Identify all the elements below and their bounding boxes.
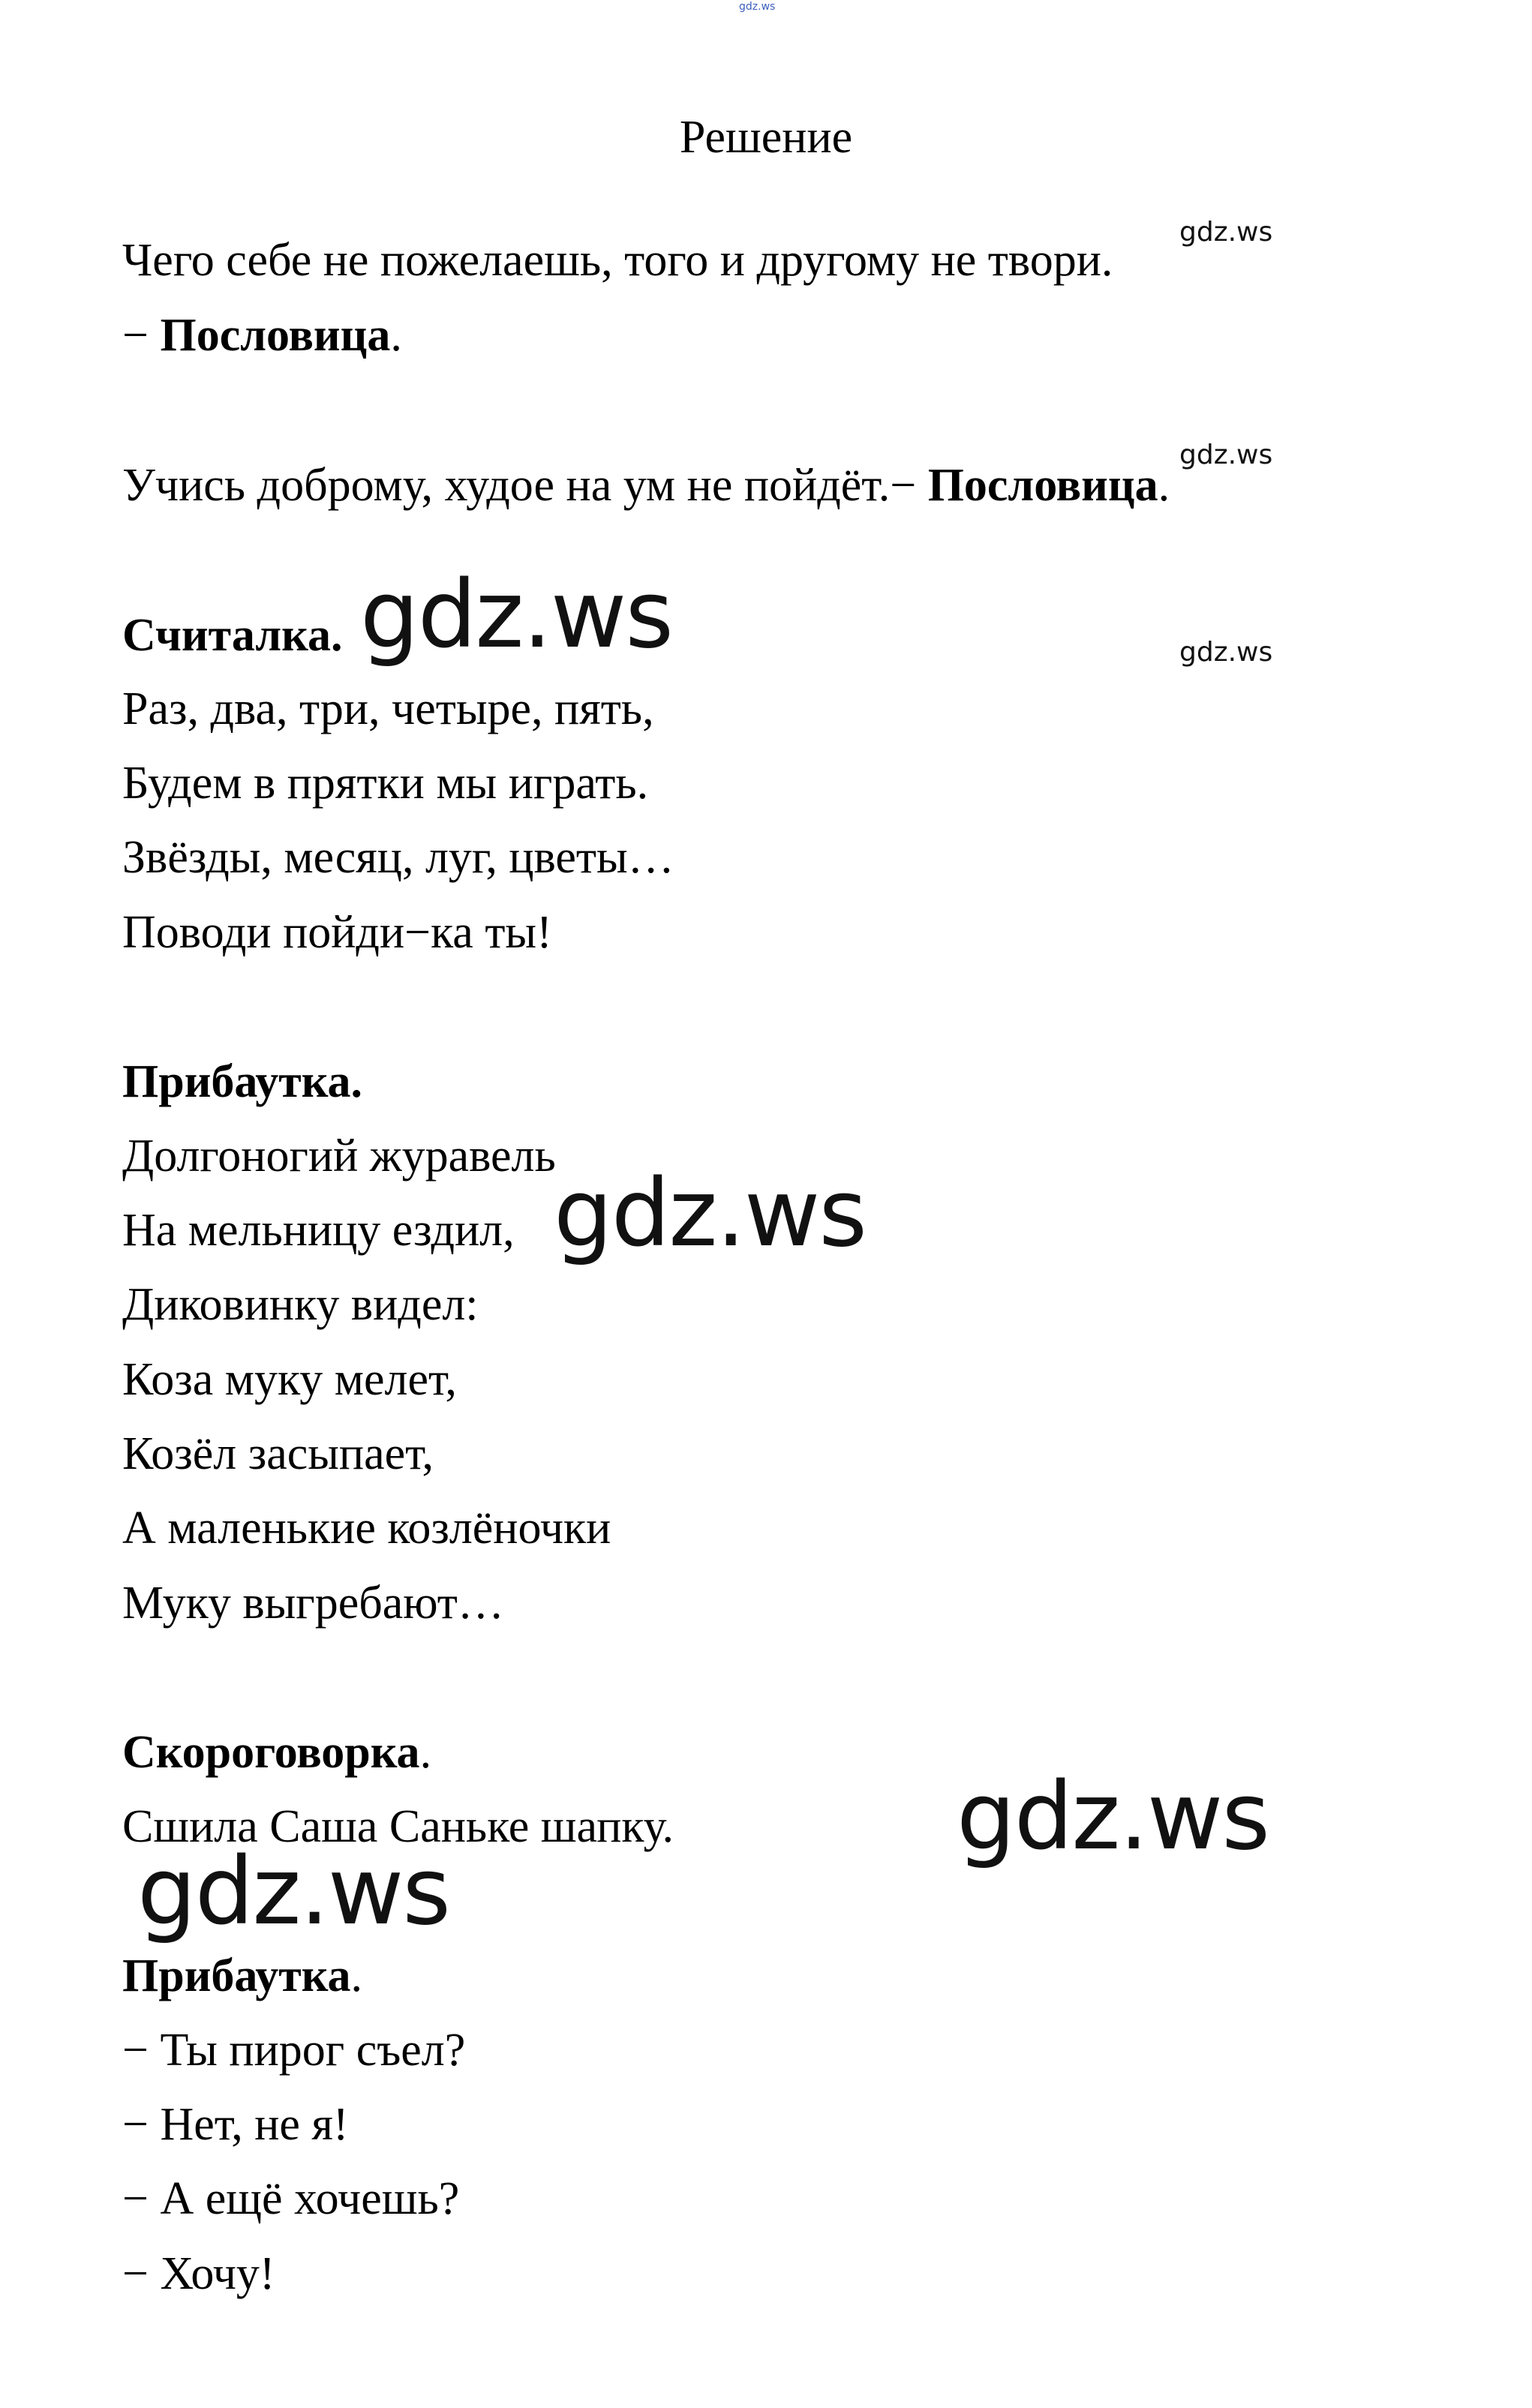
watermark-big-2: gdz.ws <box>554 1160 866 1268</box>
proverb-2-end: . <box>1158 460 1170 511</box>
joke-2-line-4: − Хочу! <box>122 2248 275 2299</box>
watermark-top: gdz.ws <box>739 1 776 13</box>
proverb-2-dash: − <box>890 460 928 511</box>
joke-1-line-5: Козёл засыпает, <box>122 1428 434 1479</box>
proverb-2 <box>122 462 1170 509</box>
watermark-big-4: gdz.ws <box>137 1838 449 1946</box>
proverb-1-attribution <box>122 312 402 359</box>
proverb-1-label: Пословица <box>160 310 391 361</box>
counting-rhyme-line-2: Будем в прятки мы играть. <box>122 758 649 809</box>
counting-rhyme-line-1: Раз, два, три, четыре, пять, <box>122 683 654 734</box>
proverb-1-text: Чего себе не пожелаешь, того и другому не твори. <box>122 235 1113 286</box>
joke-2-line-1: − Ты пирог съел? <box>122 2025 466 2076</box>
joke-1-line-1: Долгоногий журавель <box>122 1130 556 1181</box>
joke-1-line-7: Муку выгребают… <box>122 1578 504 1629</box>
proverb-1-dash: − <box>122 310 161 361</box>
proverb-2-label: Пословица <box>927 460 1158 511</box>
counting-rhyme-label <box>122 612 342 659</box>
joke-1-label <box>122 1058 362 1105</box>
watermark-big-3: gdz.ws <box>957 1763 1269 1871</box>
tongue-twister-label-text: Скороговорка <box>122 1727 420 1778</box>
joke-2-label-end: . <box>350 1950 363 2001</box>
proverb-1-end: . <box>390 310 402 361</box>
tongue-twister-label <box>122 1729 431 1776</box>
joke-1-line-4: Коза муку мелет, <box>122 1354 457 1405</box>
watermark-small-3: gdz.ws <box>1179 637 1273 668</box>
page-title: Решение <box>679 112 853 163</box>
joke-2-label <box>122 1950 363 2001</box>
joke-1-line-2: На мельницу ездил, <box>122 1205 515 1256</box>
watermark-big-1: gdz.ws <box>360 561 672 669</box>
counting-rhyme-line-3: Звёзды, месяц, луг, цветы… <box>122 832 674 883</box>
joke-2-line-2: − Нет, не я! <box>122 2099 349 2150</box>
watermark-small-1: gdz.ws <box>1179 217 1273 248</box>
watermark-small-2: gdz.ws <box>1179 440 1273 470</box>
joke-1-line-6: А маленькие козлёночки <box>122 1503 611 1554</box>
proverb-2-text: Учись доброму, худое на ум не пойдёт. <box>122 460 891 511</box>
counting-rhyme-label-text: Считалка. <box>122 610 343 661</box>
tongue-twister-line-1: Сшила Саша Саньке шапку. <box>122 1801 674 1852</box>
joke-1-label-text: Прибаутка. <box>122 1056 363 1107</box>
tongue-twister-label-end: . <box>419 1727 432 1778</box>
counting-rhyme-line-4: Поводи пойди−ка ты! <box>122 907 552 958</box>
joke-2-line-3: − А ещё хочешь? <box>122 2173 460 2224</box>
joke-1-line-3: Диковинку видел: <box>122 1279 479 1330</box>
joke-2-label-text: Прибаутка <box>122 1950 351 2001</box>
